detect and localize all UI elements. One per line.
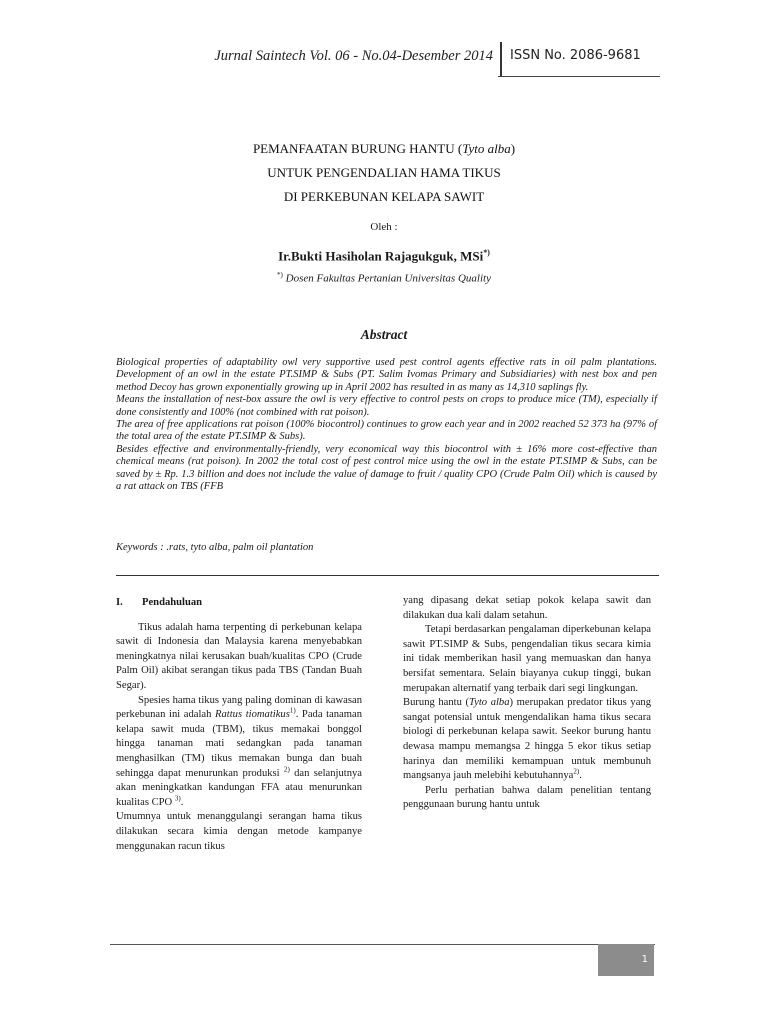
header-underline	[498, 76, 660, 77]
abstract-paragraph: Biological properties of adaptability owl very supportive used pest control agents effective rats in oil palm plantations. Development of an owl in the estate PT.SIMP & Subs (PT. Salim Ivomas Primary and Subsidiaries) with nest box and pen method Decoy has grown exponentially growing up in April 2002 has resulted in as many as 14,310 saplings fly.	[116, 357, 657, 393]
species-name: Tyto alba	[462, 141, 511, 156]
citation-mark: 2)	[573, 767, 580, 776]
body-paragraph: Spesies hama tikus yang paling dominan di kawasan perkebunan ini adalah Rattus tiomatikus$^{1)}$. Pada tanaman kelapa sawit muda (TBM), tikus memakai bonggol hingga tanaman mati sedangkan pada tanaman menghasilkan (TM) tikus memakan bunga dan buah sehingga dapat menurunkan produksi $^{2)}$ dan selanjutnya akan meningkatkan kandungan FFA atau menurunkan kualitas CPO $^{3)}$.	[116, 694, 362, 808]
abstract-paragraph: The area of free applications rat poison (100% biocontrol) continues to grow each year and in 2002 reached 52 373 ha (97% of the total area of the estate PT.SIMP & Subs).	[116, 419, 657, 443]
title-line-2: UNTUK PENGENDALIAN HAMA TIKUS	[267, 165, 501, 180]
abstract-body	[116, 357, 657, 493]
right-column	[403, 594, 651, 813]
byline-label: Oleh :	[370, 221, 398, 233]
page-number-box	[598, 944, 654, 976]
footer-rule	[110, 944, 655, 945]
abstract-heading: Abstract	[360, 327, 408, 342]
title-line-3: DI PERKEBUNAN KELAPA SAWIT	[283, 189, 485, 204]
journal-name: Jurnal Saintech Vol. 06 - No.04-Desember 2014	[214, 48, 493, 64]
citation-mark: 1)	[289, 706, 296, 715]
citation-mark: 3)	[174, 794, 181, 803]
affiliation-footnote-mark: *)	[277, 271, 283, 279]
page-header	[0, 40, 768, 76]
species-name: Tyto alba	[469, 697, 510, 709]
abstract-paragraph: Besides effective and environmentally-friendly, very economical way this biocontrol with ± 16% more cost-effective than chemical means (rat poison). In 2002 the total cost of pest control mice using the owl in the estate PT.SIMP & Subs, can be saved by ± Rp. 1.3 billion and does not include the value of damage to fruit / quality CPO (Crude Palm Oil) which is caused by a rat attack on TBS (FFB	[116, 443, 657, 493]
section-number: I.	[116, 597, 123, 608]
body-paragraph: Burung hantu (Tyto alba) merupakan predator tikus yang sangat potensial untuk mengendalikan hama tikus secara biologi di perkebunan kelapa sawit. Seekor burung hantu dewasa mampu memangsa 2 hingga 5 ekor tikus setiap harinya dan memiliki kemampuan untuk membunuh mangsanya jauh melebihi kebutuhannya$^{2)}$.	[403, 697, 651, 782]
body-paragraph: Perlu perhatian bahwa dalam penelitian tentang penggunaan burung hantu untuk	[403, 784, 651, 811]
section-divider	[116, 575, 659, 576]
page-number: 1	[641, 954, 648, 965]
keywords: Keywords : .rats, tyto alba, palm oil plantation	[116, 542, 314, 553]
body-paragraph: Tetapi berdasarkan pengalaman diperkebunan kelapa sawit PT.SIMP & Subs, pengendalian tikus secara kimia ini tidak memberikan hasil yang memuaskan dan hanya bersifat sementara. Selain biayanya cukup tinggi, bukan merupakan alternatif yang terbaik dari segi lingkungan.	[403, 624, 651, 694]
section-title: Pendahuluan	[142, 597, 203, 608]
header-divider	[500, 42, 502, 76]
citation-mark: 2)	[283, 765, 290, 773]
abstract-paragraph: Means the installation of nest-box assure the owl is very effective to control pests on crops to produce mice (TM), especially if done consistently and 100% (not combined with rat poison).	[116, 394, 657, 418]
body-paragraph: yang dipasang dekat setiap pokok kelapa sawit dan dilakukan dua kali dalam setahun.	[403, 595, 651, 621]
author-affiliation: *) Dosen Fakultas Pertanian Universitas Quality	[277, 271, 491, 285]
left-column	[116, 596, 362, 854]
species-name: Rattus tiomatikus	[215, 709, 290, 721]
title-line-1: PEMANFAATAN BURUNG HANTU (Tyto alba)	[252, 141, 516, 156]
section-heading	[116, 596, 362, 611]
author-footnote-mark: *)	[483, 248, 490, 257]
author-name: Ir.Bukti Hasiholan Rajagukguk, MSi*)	[278, 248, 490, 264]
issn-number: ISSN No. 2086-9681	[510, 48, 641, 63]
article-title	[0, 137, 768, 209]
body-paragraph: Tikus adalah hama terpenting di perkebunan kelapa sawit di Indonesia dan Malaysia karena menyebabkan meningkatnya nilai kerusakan buah/kualitas CPO (Crude Palm Oil) akibat serangan tikus pada TBS (Tandan Buah Segar).	[116, 621, 362, 691]
body-paragraph: Umumnya untuk menanggulangi serangan hama tikus dilakukan secara kimia dengan metode kampanye menggunakan racun tikus	[116, 811, 362, 852]
